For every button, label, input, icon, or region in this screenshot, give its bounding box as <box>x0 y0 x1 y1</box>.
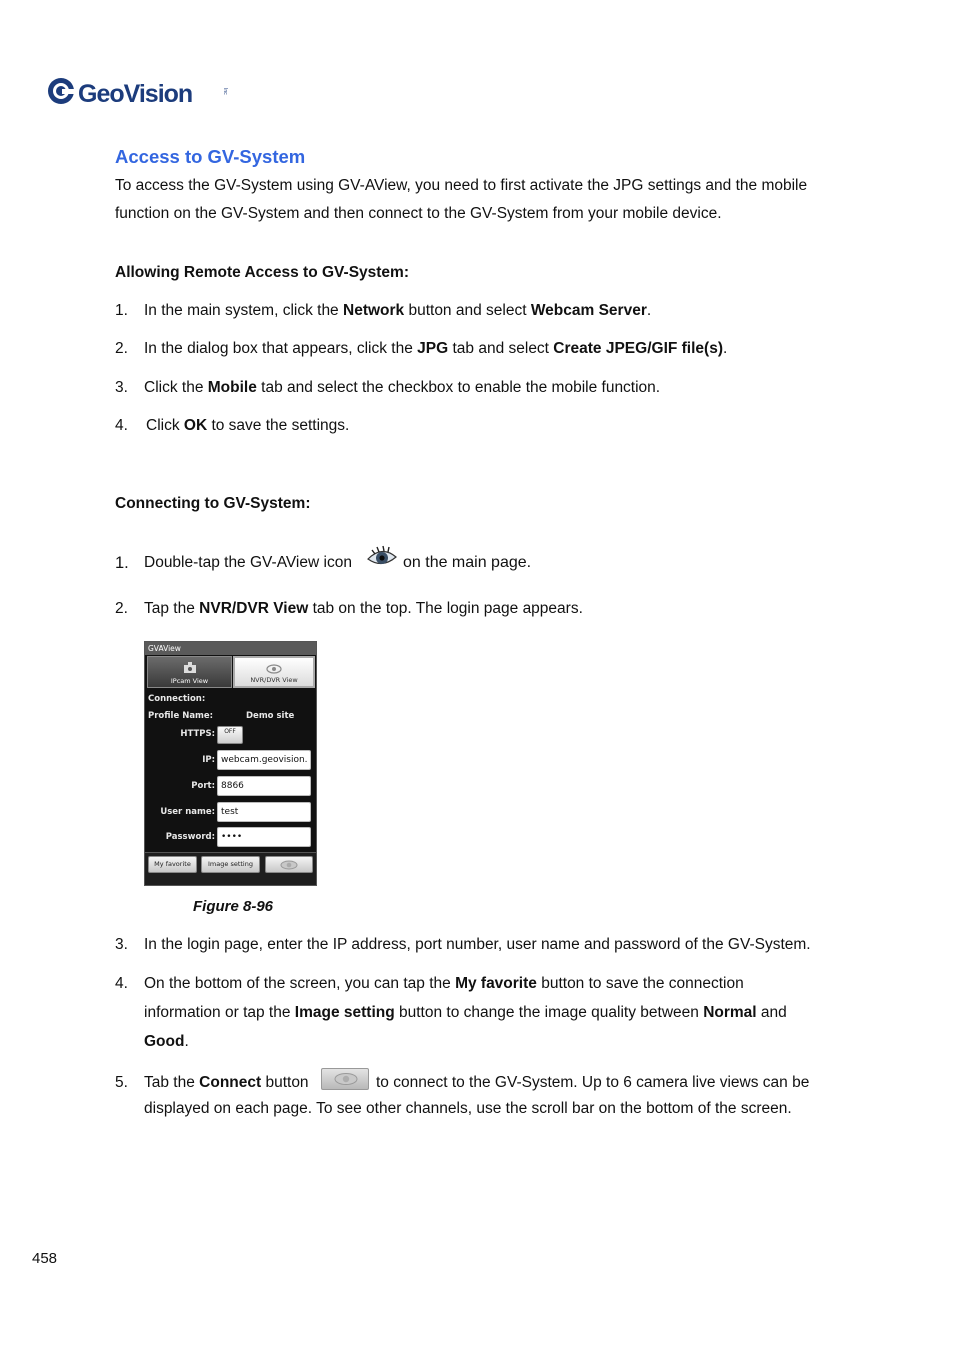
profile-name-value: Demo site <box>246 711 295 721</box>
allow-step-4: Click OK to save the settings. <box>146 417 350 434</box>
connect-step-1-after: on the main page. <box>403 554 532 571</box>
connect-step-4-num: 4. <box>115 975 128 992</box>
connect-step-1: Double-tap the GV-AView icon <box>144 554 352 571</box>
connect-step-2-num: 2. <box>115 600 128 617</box>
connect-step-3-num: 3. <box>115 936 128 953</box>
allow-step-4-num: 4. <box>115 417 128 434</box>
tab-nvr-dvr-view[interactable]: NVR/DVR View <box>233 656 315 688</box>
port-field[interactable]: 8866 <box>217 776 311 796</box>
section-title: Access to GV-System <box>115 146 306 167</box>
password-label: Password: <box>165 832 215 842</box>
my-favorite-button[interactable]: My favorite <box>148 856 197 873</box>
allow-step-2-num: 2. <box>115 340 128 357</box>
allow-step-1: In the main system, click the Network button and select Webcam Server. <box>144 302 652 319</box>
image-setting-button[interactable]: Image setting <box>201 856 260 873</box>
connect-step-3: In the login page, enter the IP address, port number, user name and password of the GV-System. <box>144 936 811 953</box>
eye-icon <box>280 860 298 870</box>
figure-caption: Figure 8-96 <box>193 898 274 915</box>
allow-step-3-num: 3. <box>115 379 128 396</box>
allow-step-3: Click the Mobile tab and select the checkbox to enable the mobile function. <box>144 379 661 396</box>
user-name-label: User name: <box>160 807 215 817</box>
https-toggle[interactable]: OFF <box>217 726 243 744</box>
connect-step-5-before: Tab the Connect button <box>144 1074 309 1091</box>
connect-step-1-num: 1. <box>115 554 129 572</box>
geovision-logo-icon <box>46 76 76 106</box>
connecting-heading: Connecting to GV-System: <box>115 495 311 512</box>
bottom-toolbar <box>145 852 316 885</box>
app-title-bar: GVAView <box>145 642 316 655</box>
gv-aview-eye-icon <box>366 543 398 571</box>
port-label: Port: <box>191 781 215 791</box>
allow-step-1-num: 1. <box>115 302 128 319</box>
connection-label: Connection: <box>148 694 206 704</box>
connect-step-5-after: to connect to the GV-System. Up to 6 camera live views can be displayed on each page. To see other channels, use the scroll bar on the bottom of the screen. <box>144 1074 810 1117</box>
connect-step-5-num: 5. <box>115 1074 128 1091</box>
connect-button[interactable] <box>265 856 313 873</box>
camera-icon <box>182 661 198 675</box>
eye-icon <box>266 662 282 676</box>
ip-label: IP: <box>202 755 215 765</box>
tab-ipcam-view[interactable]: IPcam View <box>147 656 232 688</box>
https-label: HTTPS: <box>180 729 215 739</box>
allowing-heading: Allowing Remote Access to GV-System: <box>115 264 410 281</box>
logo-text: GeoVision <box>78 80 193 108</box>
ip-field[interactable]: webcam.geovision. <box>217 750 311 770</box>
user-name-field[interactable]: test <box>217 802 311 822</box>
intro-paragraph: To access the GV-System using GV-AView, you need to first activate the JPG settings and the mobile function on the GV-System and then connect to the GV-System from your mobile device. <box>115 177 808 222</box>
logo-tm: Inc <box>222 88 228 95</box>
password-field[interactable]: •••• <box>217 827 311 847</box>
connect-step-4: On the bottom of the screen, you can tap the My favorite button to save the connection information or tap the Image setting button to change the image quality between Normal and Good. <box>144 975 787 1050</box>
profile-name-label: Profile Name: <box>148 711 214 721</box>
page-number: 458 <box>32 1250 58 1267</box>
connect-step-2: Tap the NVR/DVR View tab on the top. The login page appears. <box>144 600 583 617</box>
gvaview-login-screenshot <box>144 641 317 886</box>
allow-step-2: In the dialog box that appears, click the JPG tab and select Create JPEG/GIF file(s). <box>144 340 728 357</box>
